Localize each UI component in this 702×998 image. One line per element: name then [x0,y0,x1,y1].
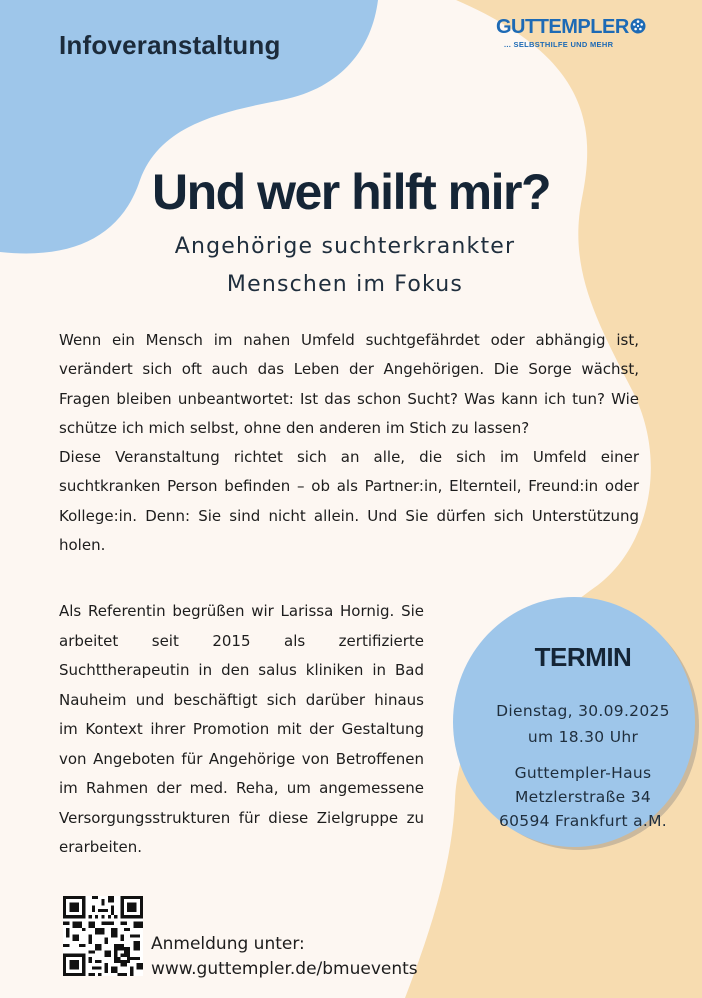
intro-text [59,326,639,560]
registration-label: Anmeldung unter: [151,934,305,954]
subtitle-line-1: Angehörige suchterkrankter [174,234,516,259]
guttempler-logo [496,16,656,56]
event-kicker: Infoveranstaltung [59,30,281,60]
termin-time: um 18.30 Uhr [527,728,639,746]
registration-link[interactable]: www.guttempler.de/bmuevents [151,959,418,979]
logo-tagline: ... SELBSTHILFE UND MEHR [504,40,614,49]
termin-street: Metzlerstraße 34 [514,788,652,806]
termin-heading: TERMIN [534,642,632,672]
intro-paragraph-1: Wenn ein Mensch im nahen Umfeld suchtgefährdet oder abhängig ist, verändert sich oft auch das Leben der Angehörigen. Die Sorge wächst, Fragen bleiben unbeantwortet: Ist das schon Sucht? Was kann ich tun? Wie schütze ich mich selbst, ohne den anderen im Stich zu lassen? [59,331,639,437]
termin-date: Dienstag, 30.09.2025 [496,702,670,720]
subtitle-line-2: Menschen im Fokus [226,272,464,297]
termin-city: 60594 Frankfurt a.M. [498,812,668,830]
termin-venue: Guttempler-Haus [514,764,652,782]
speaker-bio: Als Referentin begrüßen wir Larissa Hornig. Sie arbeitet seit 2015 als zertifizierte Suchttherapeutin in den salus kliniken in Bad Nauheim und beschäftigt sich darüber hinaus im Kontext ihrer Promotion mit der Gestaltung von Angeboten für Angehörige von Betroffenen im Rahmen der med. Reha, um angemessene Versorgungsstrukturen für diese Zielgruppe zu erarbeiten. [59,602,424,856]
intro-paragraph-2: Diese Veranstaltung richtet sich an alle, die sich im Umfeld einer suchtkranken Person befinden – ob als Partner:in, Elternteil, Freund:in oder Kollege:in. Denn: Sie sind nicht allein. Und Sie dürfen sich Unterstützung holen. [59,448,639,555]
globe-icon [630,18,646,34]
qr-code-icon[interactable] [63,896,143,976]
page-title: Und wer hilft mir? [152,164,550,220]
logo-wordmark: GUTTEMPLER [496,16,629,38]
